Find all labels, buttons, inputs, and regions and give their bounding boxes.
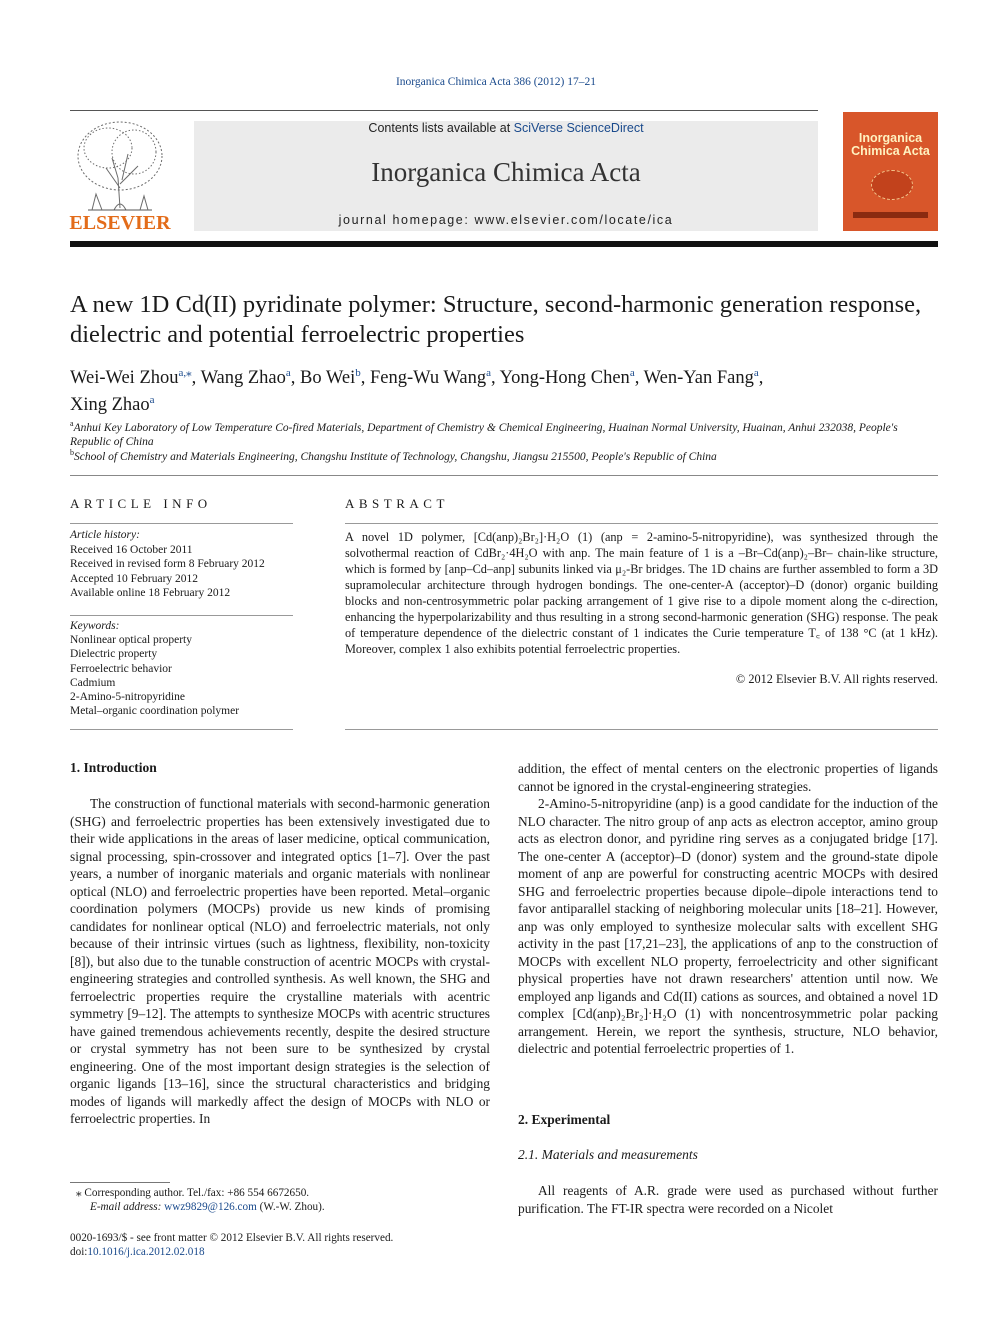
experimental-heading: 2. Experimental [518, 1112, 611, 1127]
left-column [70, 795, 490, 1128]
title-block-rule [70, 475, 938, 476]
keyword: Nonlinear optical property [70, 634, 192, 646]
abstract-heading: ABSTRACT [345, 496, 449, 511]
affiliation-mark[interactable]: a,⁎ [178, 367, 192, 379]
journal-cover-image [843, 112, 938, 231]
history-item: Received in revised form 8 February 2012 [70, 558, 265, 571]
author: Wei-Wei Zhou$^{a,⁎}$, [70, 367, 201, 389]
article-info-heading: ARTICLE INFO [70, 496, 212, 511]
intro-paragraph: 2-Amino-5-nitropyridine (anp) is a good candidate for the induction of the NLO character. The nitro group of anp acts as electron acceptor, amino group acts as electron donor, and pyridine ring serves as a conjugated bridge [17]. The one-center A (acceptor)–D (donor) system and the ground-state dipole moment of anp are powerful for constructing acentric MOCPs with desired SHG and ferroelectric properties because dipole–dipole interactions tend to favor antiparallel stacking of neighboring molecular units [18–21]. However, anp was only employed to synthesize molecular salts with excellent SHG activity in the past [17,21–23], the applications of anp to the construction of MOCPs with excellent NLO property, ferroelectricity and other significant physical properties have not drawn researchers' attention until now. We employed anp ligands and Cd(II) cations as sources, and obtained a novel 1D complex [Cd(anp)₂Br₂]·H₂O (1) with noncentrosymmetric polar packing arrangement. Herein, we report the synthesis, structure, NLO behavior, dielectric and potential ferroelectric properties of 1. [518, 796, 938, 1056]
author: Wen-Yan Fang$^a$, [643, 367, 764, 389]
header-top-rule [70, 110, 818, 111]
keywords-rule [70, 615, 293, 616]
cover-title-line-1: Inorganica [858, 131, 923, 145]
materials-paragraph: All reagents of A.R. grade were used as purchased without further purification. The FT-IR spectra were recorded on a Nicolet [518, 1183, 938, 1216]
author: Xing Zhao$^a$ [70, 394, 155, 416]
affiliation-mark[interactable]: a [753, 367, 759, 379]
elsevier-wordmark: ELSEVIER [69, 212, 171, 234]
affiliation-mark[interactable]: a [486, 367, 492, 379]
header-heavy-rule [70, 241, 938, 247]
article-info-bottom-rule [70, 729, 293, 730]
intro-paragraph-continued: addition, the effect of mental centers on the electronic properties of ligands cannot be ignored in the crystal-engineering strategies. [518, 761, 938, 794]
keywords-label: Keywords: [70, 620, 120, 632]
cover-band [853, 212, 928, 218]
intro-paragraph: The construction of functional materials with second-harmonic generation (SHG) and ferroelectric properties has been extensively investigated due to their wide applications in the areas of laser medicine, optical communication, signal processing, spin-crossover and integrated optics [1–7]. Over the past years, a number of inorganic materials and organic materials with nonlinear optical (NLO) and ferroelectric properties have been reported. Metal–organic coordination polymers (MOCPs) provide us new kinds of promising candidates for nonlinear optical (NLO) and ferroelectric materials, not only because of their intrinsic virtues (such as lightness, flexibility, non-toxicity [8]), but also due to the tunable construction of acentric MOCPs with crystal-engineering strategies and controlled synthesis. As well known, the SHG and ferroelectric properties require the crystalline materials with acentric symmetry [9–12]. The attempts to synthesize MOCPs with acentric structures have gained tremendous achievements recently, despite the desired structure or crystal symmetry has not been sure to be synthesized by crystal engineering. One of the most important design strategies is the selection of organic ligands [13–16], since the structural characteristics and bridging modes of ligands will markedly affect the design of MOCPs with NLO or ferroelectric properties. In [70, 796, 490, 1126]
abstract-copyright: © 2012 Elsevier B.V. All rights reserved. [735, 672, 938, 686]
abstract-bottom-rule [345, 729, 938, 730]
author: Bo Wei$^b$, [300, 367, 370, 389]
author: Feng-Wu Wang$^a$, [370, 367, 500, 389]
cover-title-line-2: Chimica Acta [851, 144, 930, 158]
doi-line: doi:10.1016/j.ica.2012.02.018 [70, 1246, 205, 1258]
materials-section [518, 1182, 938, 1217]
keyword: Cadmium [70, 676, 116, 689]
affiliation-mark[interactable]: a [285, 367, 291, 379]
article-title: A new 1D Cd(II) pyridinate polymer: Structure, second-harmonic generation response, dielectric and potential ferroelectric properties [70, 291, 922, 348]
right-column [518, 760, 938, 1058]
history-item: Received 16 October 2011 [70, 544, 193, 556]
sciencedirect-link[interactable]: SciVerse ScienceDirect [513, 121, 644, 135]
affiliation-mark[interactable]: a [629, 367, 635, 379]
journal-title: Inorganica Chimica Acta [371, 157, 641, 187]
contents-prefix: Contents lists available at [368, 121, 514, 135]
author: Yong-Hong Chen$^a$, [499, 367, 644, 389]
keywords-list [70, 633, 295, 719]
author: Wang Zhao$^a$, [200, 367, 301, 389]
keyword: Dielectric property [70, 648, 158, 661]
affiliation-a: $^a$Anhui Key Laboratory of Low Temperature Co-fired Materials, Department of Chemistry & Chemical Engineering, Huainan Normal University, Huainan, Anhui 232038, People's Republic of China [70, 419, 898, 448]
affiliation-b: $^b$School of Chemistry and Materials Engineering, Changshu Institute of Technology, Changshu, Jiangsu 215500, People's Republic of China [70, 448, 717, 463]
contents-line [194, 121, 818, 135]
history-item: Accepted 10 February 2012 [70, 572, 199, 585]
article-history [70, 543, 295, 600]
issn-line: 0020-1693/$ - see front matter © 2012 Elsevier B.V. All rights reserved. [70, 1232, 394, 1244]
email-note: E-mail address: wwz9829@126.com (W.-W. Zhou). [90, 1201, 325, 1213]
journal-homepage[interactable]: journal homepage: www.elsevier.com/locate/ica [338, 213, 674, 227]
cover-graphic [871, 170, 913, 200]
keyword: Metal–organic coordination polymer [70, 705, 240, 718]
affiliation-mark[interactable]: a [149, 394, 155, 407]
introduction-heading: 1. Introduction [70, 760, 157, 775]
abstract-text: A novel 1D polymer, [Cd(anp)₂Br₂]·H₂O (1) (anp = 2-amino-5-nitropyridine), was synthesized through the solvothermal reaction of CdBr₂·4H₂O with anp. The main feature of 1 is a –Br–Cd(anp)₂–Br– chain-like structure, which is formed by [anp–Cd–anp] subunits linked via μ₂-Br bridges. The 1D chains are further assembled to form a 3D supramolecular architecture through hydrogen bondings. The one-center-A (acceptor)–D (donor) organic building blocks and non-centrosymmetric polar packing arrangement of 1 give rise to a dipole moment along the c-direction, enhancing the hyperpolarizability and thus resulting in a strong second-harmonic generation (SHG) response. The peak of temperature dependence of the dielectric constant of 1 indicates the Curie temperature T꜀ of 138 °C (at 1 kHz). Moreover, complex 1 also exhibits potential ferroelectric properties. [345, 530, 938, 656]
keyword: Ferroelectric behavior [70, 662, 172, 675]
keyword: 2-Amino-5-nitropyridine [70, 691, 185, 704]
journal-reference[interactable]: Inorganica Chimica Acta 386 (2012) 17–21 [395, 76, 597, 88]
corresponding-author-note: ⁎ Corresponding author. Tel./fax: +86 554 6672650. [76, 1187, 310, 1199]
abstract-rule [345, 523, 938, 524]
materials-heading: 2.1. Materials and measurements [518, 1147, 698, 1162]
email-link[interactable]: wwz9829@126.com [164, 1201, 257, 1213]
doi-link[interactable]: 10.1016/j.ica.2012.02.018 [87, 1246, 205, 1258]
article-history-label: Article history: [70, 529, 140, 541]
article-info-rule [70, 523, 293, 524]
author-list [70, 362, 940, 416]
affiliation-mark[interactable]: b [355, 367, 361, 379]
footnote-rule [70, 1182, 170, 1183]
history-item: Available online 18 February 2012 [70, 586, 231, 599]
